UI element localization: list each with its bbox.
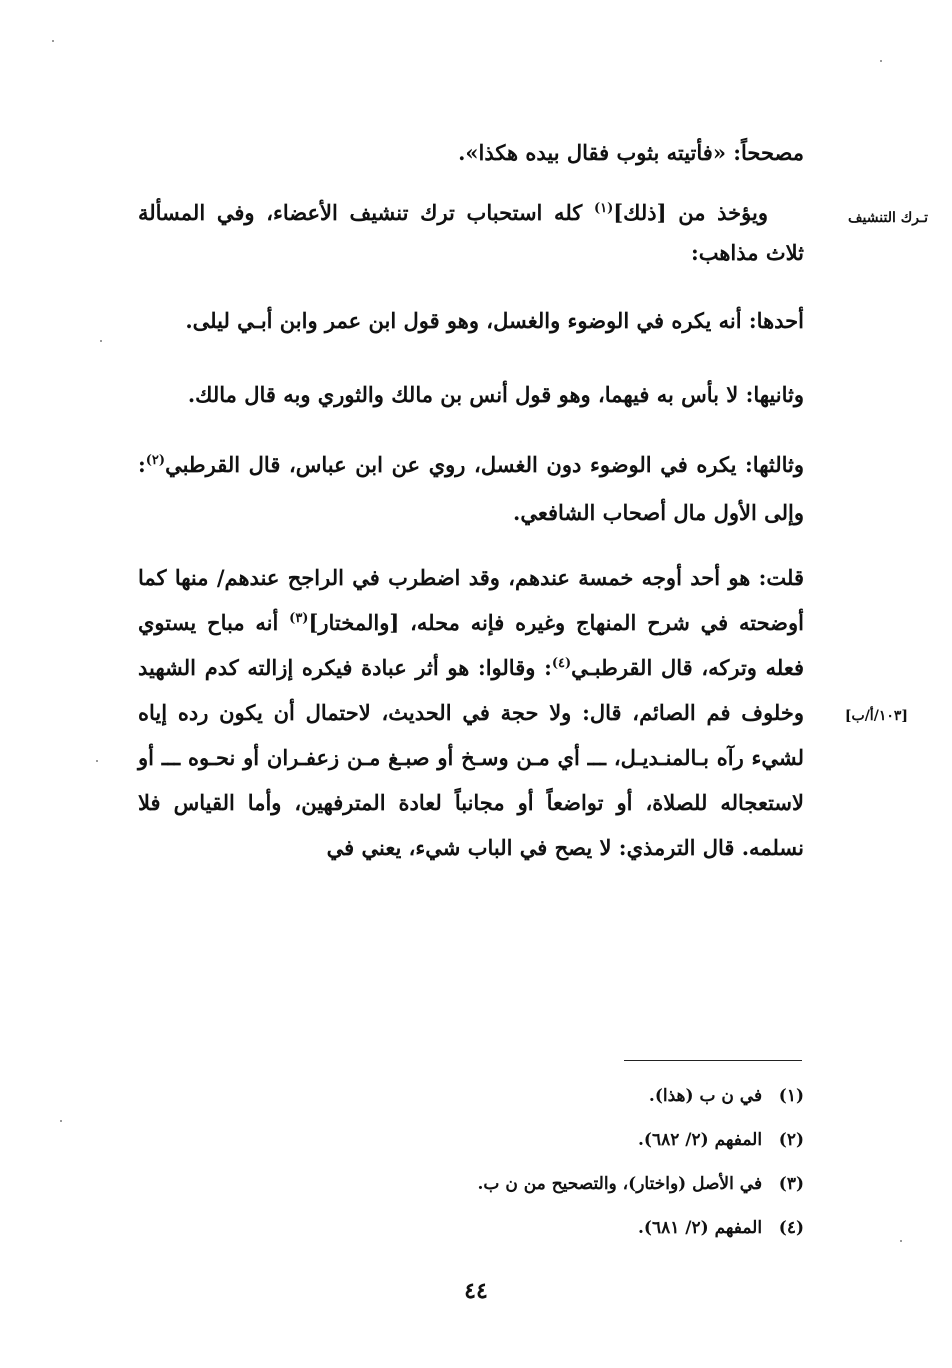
paragraph-2-text-b: كله استحباب ترك تنشيف الأعضاء، وفي المسألة ثلاث مذاهب: (138, 200, 804, 265)
footnote-1-text: في ن ب (هذا). (648, 1086, 763, 1106)
scan-speck (100, 340, 102, 342)
scan-speck (52, 40, 54, 42)
paragraph-6-text-c: : وقالوا: هو أثر عبادة فيكره إزالته كدم الشهيد وخلوف فم الصائم، قال: ولا حجة في الحديث، لاحتمال أن يكون رده إياه لشيء رآه بـالمنـديـل، ـــ أي مـن وسـخ أو صبـغ مـن زعفـران أو نحـوه ـــ أو لاستعجاله للصلاة، أو تواضعاً أو مجانباً لعادة المترفهين، وأما القياس فلا نسلمه. قال الترمذي: لا يصح في الباب شيء، يعني في (138, 655, 804, 860)
scan-speck (60, 1120, 62, 1122)
footnote-1 (300, 1074, 804, 1118)
paragraph-6 (138, 555, 804, 870)
footnote-separator (624, 1060, 802, 1061)
paragraph-3 (138, 293, 804, 349)
footnotes (300, 1074, 804, 1250)
scan-speck (880, 60, 882, 62)
paragraph-4-text: لا بأس به فيهما، وهو قول أنس بن مالك والثوري وبه قال مالك. (187, 382, 746, 407)
paragraph-3-lead: أحدها: (748, 308, 804, 333)
footnote-ref-3[interactable]: (٣) (289, 611, 309, 626)
paragraph-6-lead: قلت: (758, 565, 804, 590)
paragraph-1 (138, 133, 804, 173)
paragraph-5 (138, 441, 804, 537)
footnote-4-number: (٤) (778, 1218, 804, 1238)
paragraph-5-text-b: : وإلى الأول مال أصحاب الشافعي. (138, 452, 804, 525)
paragraph-2-text-a: ويؤخذ من [ذلك] (613, 200, 768, 225)
footnote-1-number: (١) (778, 1086, 804, 1106)
margin-note-folio: [١٠٣/أ/ب] (844, 708, 908, 724)
footnote-3-text: في الأصل (واختار)، والتصحيح من ن ب. (477, 1174, 763, 1194)
footnote-2-text: المفهم (٢/ ٦٨٢). (637, 1130, 763, 1150)
footnote-ref-1[interactable]: (١) (593, 201, 614, 216)
footnote-4 (300, 1206, 804, 1250)
footnote-ref-4[interactable]: (٤) (551, 656, 572, 671)
page-number: ٤٤ (464, 1278, 488, 1304)
paragraph-3-text: أنه يكره في الوضوء والغسل، وهو قول ابن عمر وابن أبـي ليلى. (185, 308, 749, 333)
margin-note-topic: تـرك التنشيف (848, 210, 928, 226)
footnote-3-number: (٣) (778, 1174, 804, 1194)
scan-speck (900, 1240, 902, 1242)
paragraph-5-lead: وثالثها: (745, 452, 804, 477)
scan-speck (96, 760, 98, 762)
paragraph-6-text-b: أنه مباح يستوي فعله وتركه، قال القرطبـي (138, 610, 805, 680)
paragraph-6-text-a: هو أحد أوجه خمسة عندهم، وقد اضطرب في الراجح عندهم/ منها كما أوضحته في شرح المنهاج وغيره فإنه محله، [والمختار] (138, 565, 804, 635)
main-text (138, 133, 804, 870)
footnote-4-text: المفهم (٢/ ٦٨١). (637, 1218, 763, 1238)
footnote-3 (300, 1162, 804, 1206)
paragraph-4 (138, 369, 804, 421)
paragraph-1-text: مصححاً: «فأتيته بثوب فقال بيده هكذا». (458, 140, 804, 165)
paragraph-4-lead: وثانيها: (745, 382, 804, 407)
paragraph-5-text-a: يكره في الوضوء دون الغسل، روي عن ابن عباس، قال القرطبي (165, 452, 746, 477)
footnote-ref-2[interactable]: (٢) (145, 453, 166, 468)
paragraph-2 (138, 193, 804, 273)
footnote-2 (300, 1118, 804, 1162)
footnote-2-number: (٢) (778, 1130, 804, 1150)
